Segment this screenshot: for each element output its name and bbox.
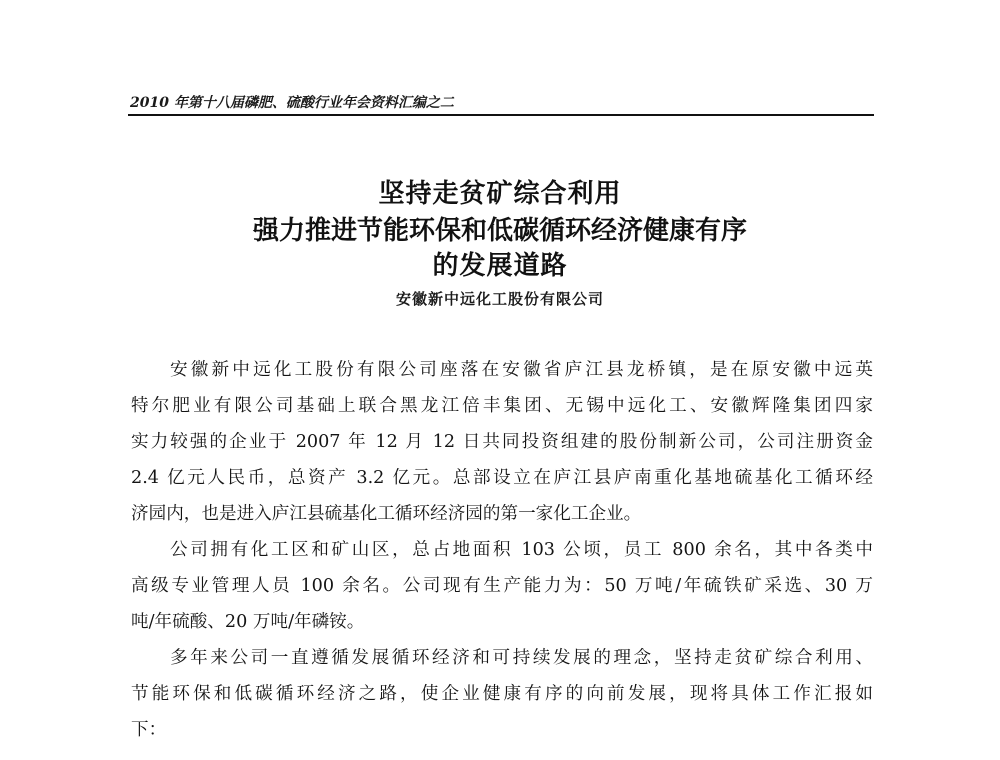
- running-header: 2010 年第十八届磷肥、硫酸行业年会资料汇编之二: [130, 95, 454, 111]
- paragraph-1-line-3: 实力较强的企业于 2007 年 12 月 12 日共同投资组建的股份制新公司，公司注册资金: [131, 432, 873, 452]
- paragraph-1-line-5: 济园内，也是进入庐江县硫基化工循环经济园的第一家化工企业。: [131, 504, 642, 524]
- paragraph-1-line-1: 安徽新中远化工股份有限公司座落在安徽省庐江县龙桥镇，是在原安徽中远英: [170, 360, 873, 380]
- header-rule: [128, 114, 874, 116]
- paragraph-2-line-2: 高级专业管理人员 100 余名。公司现有生产能力为：50 万吨/年硫铁矿采选、30 万: [131, 576, 873, 596]
- title-line-2: 强力推进节能环保和低碳循环经济健康有序: [252, 216, 747, 246]
- paragraph-2-line-3: 吨/年硫酸、20 万吨/年磷铵。: [131, 612, 365, 632]
- title-line-1: 坚持走贫矿综合利用: [378, 179, 622, 209]
- title-line-3: 的发展道路: [432, 251, 568, 281]
- organization-name: 安徽新中远化工股份有限公司: [395, 290, 604, 308]
- paragraph-1-line-2: 特尔肥业有限公司基础上联合黑龙江倍丰集团、无锡中远化工、安徽辉隆集团四家: [131, 396, 873, 416]
- paragraph-2-line-1: 公司拥有化工区和矿山区，总占地面积 103 公顷，员工 800 余名，其中各类中: [170, 540, 873, 560]
- paragraph-1-line-4: 2.4 亿元人民币，总资产 3.2 亿元。总部设立在庐江县庐南重化基地硫基化工循环经: [131, 468, 873, 488]
- paragraph-3-line-3: 下：: [131, 720, 167, 740]
- paragraph-3-line-2: 节能环保和低碳循环经济之路，使企业健康有序的向前发展，现将具体工作汇报如: [131, 684, 873, 704]
- paragraph-3-line-1: 多年来公司一直遵循发展循环经济和可持续发展的理念，坚持走贫矿综合利用、: [170, 648, 873, 668]
